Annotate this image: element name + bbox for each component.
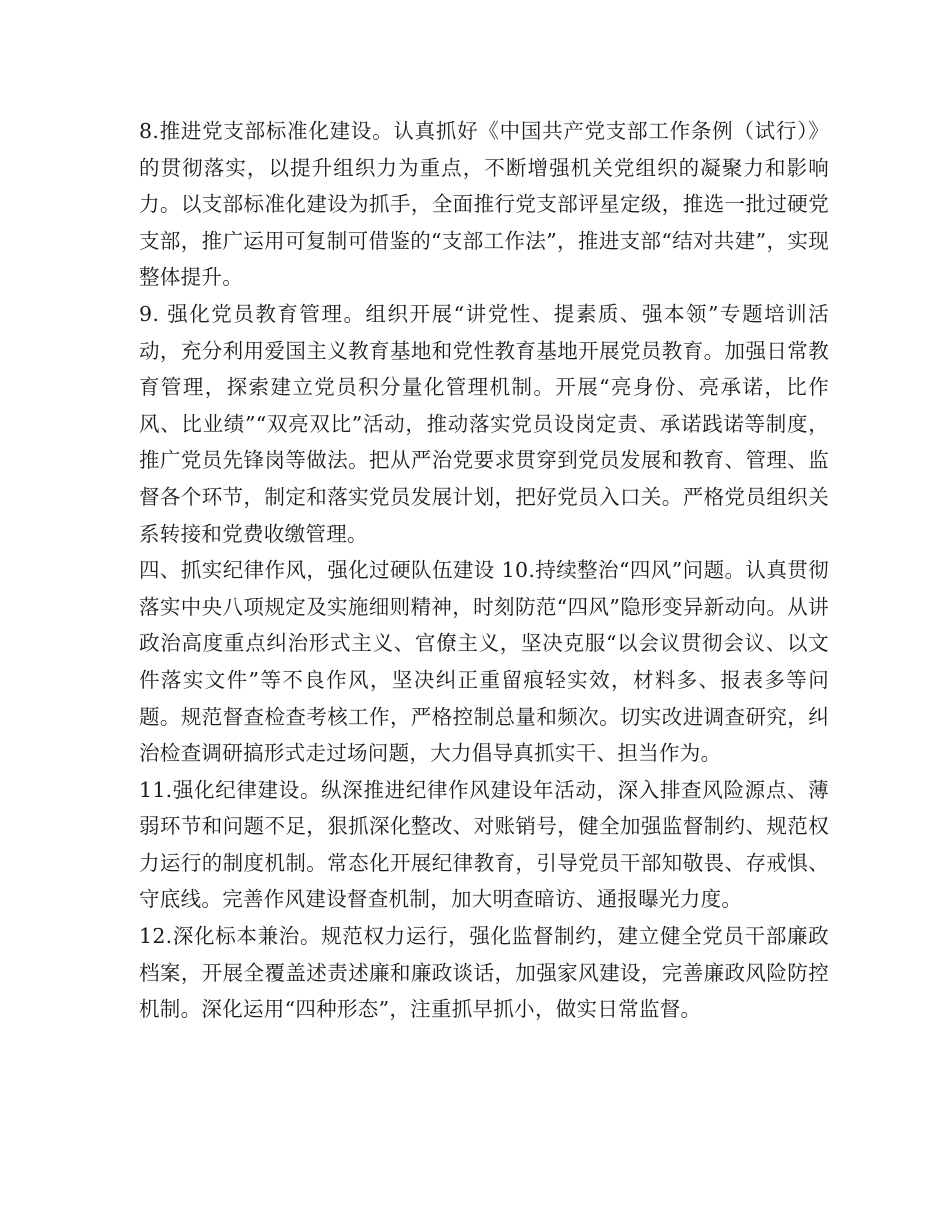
paragraph-9-member-education: 9. 强化党员教育管理。组织开展“讲党性、提素质、强本领”专题培训活动，充分利用爱国主义教育基地和党性教育基地开展党员教育。加强日常教育管理，探索建立党员积分量化管理机制。开展“亮身份、亮承诺，比作风、比业绩”“双亮双比”活动，推动落实党员设岗定责、承诺践诺等制度，推广党员先锋岗等做法。把从严治党要求贯穿到党员发展和教育、管理、监督各个环节，制定和落实党员发展计划，把好党员入口关。严格党员组织关系转接和党费收缴管理。 — [139, 301, 829, 546]
paragraph-8-branch-standardization: 8.推进党支部标准化建设。认真抓好《中国共产党支部工作条例（试行）》的贯彻落实，以提升组织力为重点，不断增强机关党组织的凝聚力和影响力。以支部标准化建设为抓手，全面推行党支部评星定级，推选一批过硬党支部，推广运用可复制可借鉴的“支部工作法”，推进支部“结对共建”，实现整体提升。 — [139, 119, 829, 290]
paragraph-12-root-and-branch: 12.深化标本兼治。规范权力运行，强化监督制约，建立健全党员干部廉政档案，开展全覆盖述责述廉和廉政谈话，加强家风建设，完善廉政风险防控机制。深化运用“四种形态”，注重抓早抓小，做实日常监督。 — [139, 924, 829, 1022]
document-body — [139, 113, 829, 1028]
paragraph-10-four-winds: 四、抓实纪律作风，强化过硬队伍建设 10.持续整治“四风”问题。认真贯彻落实中央八项规定及实施细则精神，时刻防范“四风”隐形变异新动向。从讲政治高度重点纠治形式主义、官僚主义，坚决克服“以会议贯彻会议、以文件落实文件”等不良作风，坚决纠正重留痕轻实效，材料多、报表多等问题。规范督查检查考核工作，严格控制总量和频次。切实改进调查研究，纠治检查调研搞形式走过场问题，大力倡导真抓实干、担当作为。 — [139, 558, 829, 766]
paragraph-11-discipline: 11.强化纪律建设。纵深推进纪律作风建设年活动，深入排查风险源点、薄弱环节和问题不足，狠抓深化整改、对账销号，健全加强监督制约、规范权力运行的制度机制。常态化开展纪律教育，引导党员干部知敬畏、存戒惧、守底线。完善作风建设督查机制，加大明查暗访、通报曝光力度。 — [139, 777, 829, 912]
